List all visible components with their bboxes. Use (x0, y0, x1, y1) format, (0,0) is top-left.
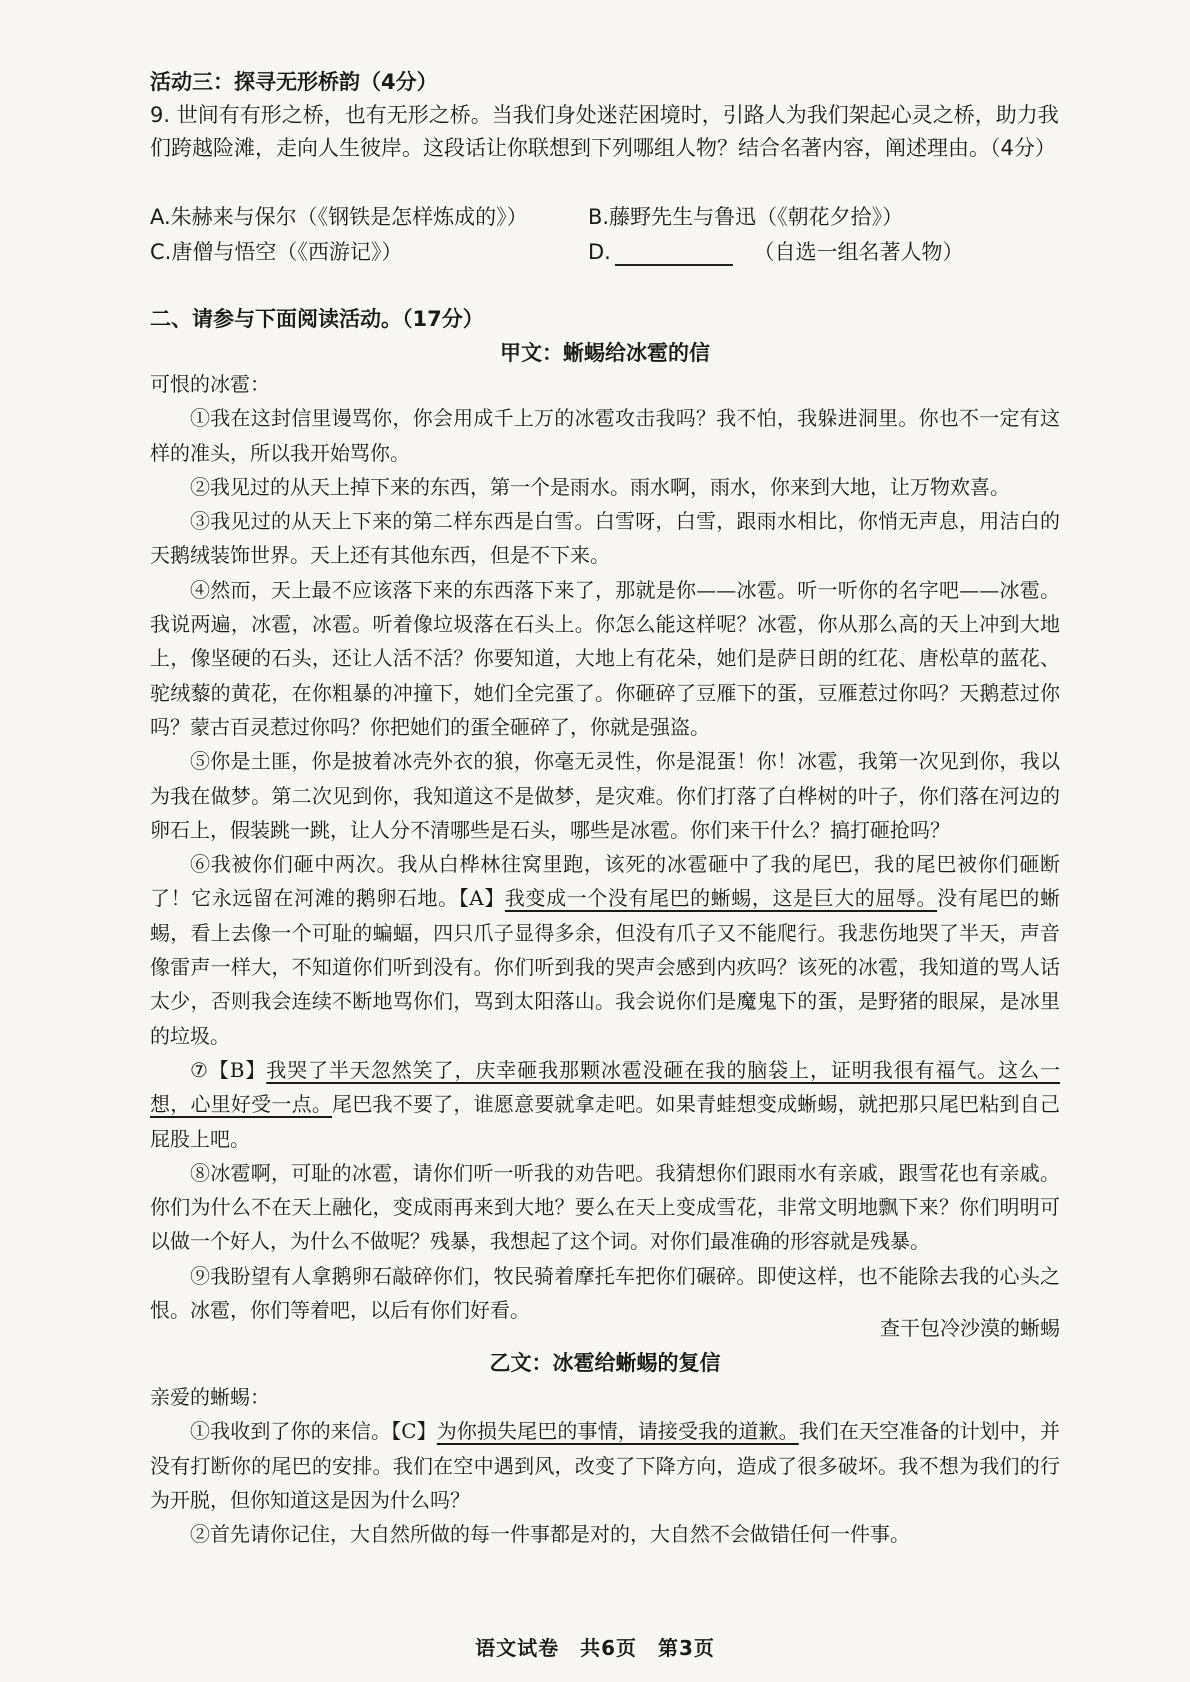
paragraph-part: ⑦【B】 (190, 1057, 267, 1082)
paragraph: ①我在这封信里谩骂你，你会用成千上万的冰雹攻击我吗？我不怕，我躲进洞里。你也不一定有这样的准头，所以我开始骂你。 (150, 406, 1060, 465)
text-yi-title: 乙文：冰雹给蜥蜴的复信 (489, 1351, 721, 1375)
page-footer: 语文试卷 共6页 第3页 (475, 1636, 715, 1660)
underlined-sentence-b: 我哭了半天忽然笑了，庆幸砸我那颗冰雹没砸在我的脑袋上，证明我很有福气。这么一想，心里好受一点。 (150, 1057, 1060, 1117)
answer-blank (615, 246, 733, 266)
text-yi-salutation: 亲爱的蜥蜴： (150, 1385, 270, 1409)
text-jia-body (150, 367, 1060, 1327)
paragraph-part: 尾巴我不要了，谁愿意要就拿走吧。如果青蛙想变成蜥蜴，就把那只尾巴粘到自己屁股上吧。 (150, 1092, 1061, 1151)
paragraph: ②首先请你记住，大自然所做的每一件事都是对的，大自然不会做错任何一件事。 (190, 1522, 910, 1547)
option-a: A.朱赫来与保尔（《钢铁是怎样炼成的》） (150, 205, 528, 229)
paragraph: ⑨我盼望有人拿鹅卵石敲碎你们，牧民骑着摩托车把你们碾碎。即使这样，也不能除去我的心头之恨。冰雹，你们等着吧，以后有你们好看。 (150, 1263, 1060, 1323)
paragraph: ⑤你是土匪，你是披着冰壳外衣的狼，你毫无灵性，你是混蛋！你！冰雹，我第一次见到你，我以为我在做梦。第二次见到你，我知道这不是做梦，是灾难。你们打落了白桦树的叶子，你们落在河边的卵石上，假装跳一跳，让人分不清哪些是石头，哪些是冰雹。你们来干什么？搞打砸抢吗？ (150, 749, 1060, 842)
option-c: C.唐僧与悟空（《西游记》） (150, 240, 403, 264)
paragraph-part: 没有尾巴的蜥蜴，看上去像一个可耻的蝙蝠，四只爪子显得多余，但没有爪子又不能爬行。我悲伤地哭了半天，声音像雷声一样大，不知道你们听到没有。你们听到我的哭声会感到内疚吗？该死的冰雹，我知道的骂人话太少，否则我会连续不断地骂你们，骂到太阳落山。我会说你们是魔鬼下的蛋，是野猪的眼屎，是冰里的垃圾。 (150, 886, 1061, 1048)
paragraph (150, 847, 1060, 1053)
paragraph: ⑧冰雹啊，可耻的冰雹，请你们听一听我的劝告吧。我猜想你们跟雨水有亲戚，跟雪花也有亲戚。你们为什么不在天上融化，变成雨再来到大地？要么在天上变成雪花，非常文明地飘下来？你们明明可以做一个好人，为什么不做呢？残暴，我想起了这个词。对你们最准确的形容就是残暴。 (150, 1160, 1060, 1254)
paragraph (150, 1053, 1060, 1156)
paragraph (150, 1414, 1060, 1517)
paragraph-part: ⑥我被你们砸中两次。我从白桦林往窝里跑，该死的冰雹砸中了我的尾巴，我的尾巴被你们砸断了！它永远留在河滩的鹅卵石地。【A】 (150, 852, 1060, 911)
text-yi-body (150, 1380, 1060, 1551)
question-9: 9. 世间有有形之桥，也有无形之桥。当我们身处迷茫困境时，引路人为我们架起心灵之桥，助力我们跨越险滩，走向人生彼岸。这段话让你联想到下列哪组人物？结合名著内容，阐述理由。（4分） (150, 103, 1059, 160)
paragraph-part: ①我收到了你的来信。【C】 (190, 1419, 437, 1444)
option-b: B.藤野先生与鲁迅（《朝花夕拾》） (588, 205, 904, 229)
text-jia-title: 甲文：蜥蜴给冰雹的信 (500, 341, 710, 365)
text-jia-salutation: 可恨的冰雹： (150, 372, 270, 396)
option-d-label: D. (588, 240, 611, 264)
underlined-sentence-a: 我变成一个没有尾巴的蜥蜴，这是巨大的屈辱。 (504, 886, 938, 911)
underlined-sentence-c: 为你损失尾巴的事情，请接受我的道歉。 (436, 1419, 799, 1444)
paragraph: ③我见过的从天上下来的第二样东西是白雪。白雪呀，白雪，跟雨水相比，你悄无声息，用洁白的天鹅绒装饰世界。天上还有其他东西，但是不下来。 (150, 509, 1060, 568)
signature: 查干包冷沙漠的蜥蜴 (880, 1316, 1060, 1340)
section-heading: 二、请参与下面阅读活动。（17分） (150, 307, 484, 331)
option-d (588, 236, 964, 266)
paragraph: ②我见过的从天上掉下来的东西，第一个是雨水。雨水啊，雨水，你来到大地，让万物欢喜。 (190, 474, 1010, 499)
paragraph: ④然而，天上最不应该落下来的东西落下来了，那就是你——冰雹。听一听你的名字吧——冰雹。我说两遍，冰雹，冰雹。听着像垃圾落在石头上。你怎么能这样呢？冰雹，你从那么高的天上冲到大地上，像坚硬的石头，还让人活不活？你要知道，大地上有花朵，她们是萨日朗的红花、唐松草的蓝花、驼绒藜的黄花，在你粗暴的冲撞下，她们全完蛋了。你砸碎了豆雁下的蛋，豆雁惹过你吗？天鹅惹过你吗？蒙古百灵惹过你吗？你把她们的蛋全砸碎了，你就是强盗。 (150, 577, 1060, 739)
paragraph-part: 我们在天空准备的计划中，并没有打断你的尾巴的安排。我们在空中遇到风，改变了下降方向，造成了很多破坏。我不想为我们的行为开脱，但你知道这是因为什么吗？ (150, 1419, 1061, 1512)
activity-heading: 活动三：探寻无形桥韵（4分） (150, 70, 438, 94)
option-d-note: （自选一组名著人物） (753, 240, 964, 264)
